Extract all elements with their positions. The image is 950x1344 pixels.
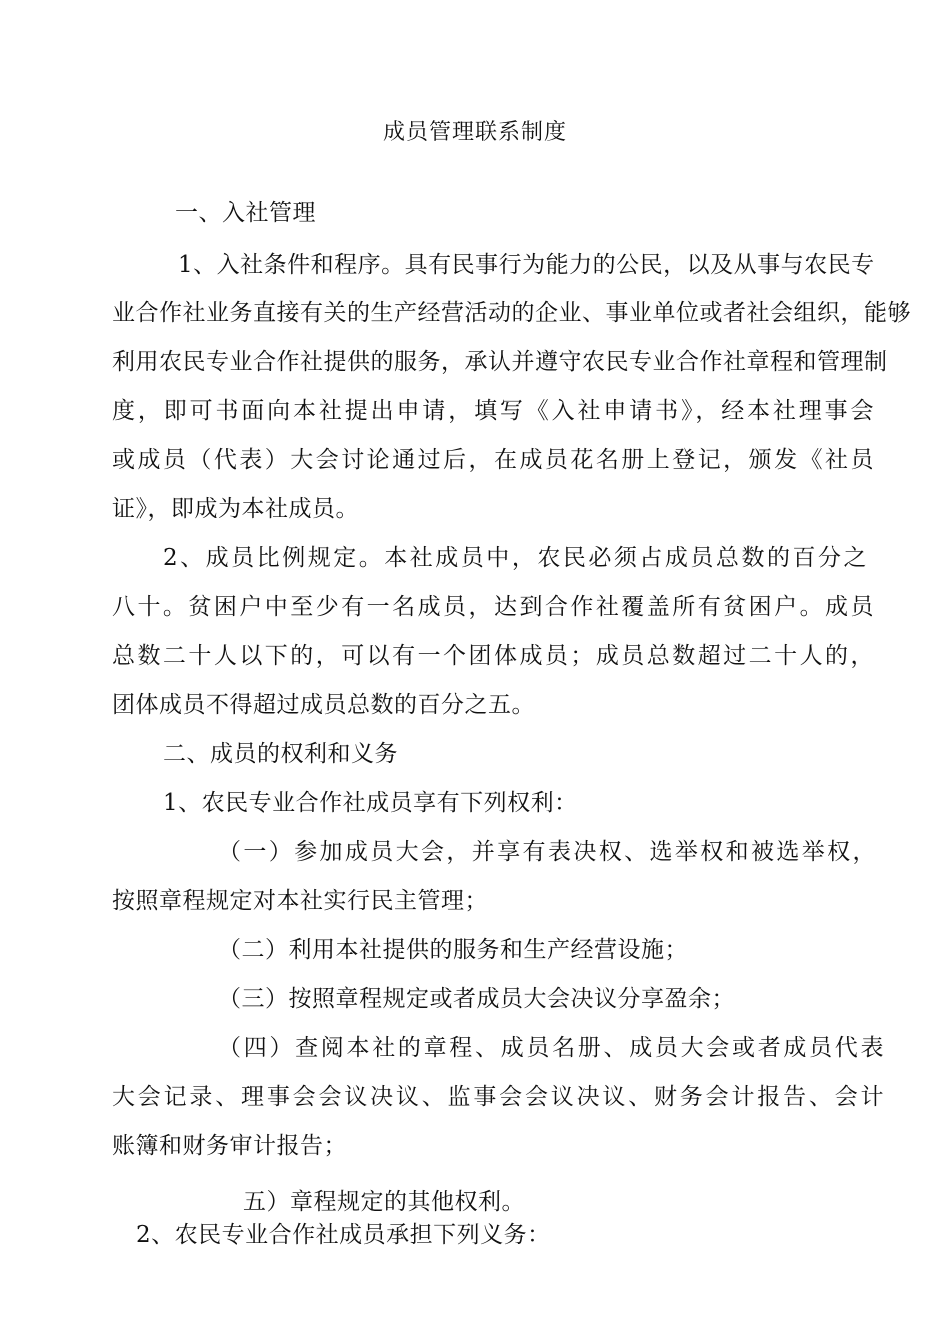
paragraph-line: 2、成员比例规定。本社成员中，农民必须占成员总数的百分之 [163,545,867,571]
list-item-line: 账簿和财务审计报告； [112,1133,347,1159]
paragraph-line: 1、农民专业合作社成员享有下列权利： [163,790,578,816]
paragraph-line: 2、农民专业合作社成员承担下列义务： [136,1222,551,1248]
paragraph-line: 度，即可书面向本社提出申请，填写《入社申请书》，经本社理事会 [112,398,874,424]
paragraph-line: 证》，即成为本社成员。 [112,496,359,522]
list-item-line: 五）章程规定的其他权利。 [243,1189,525,1215]
section-heading-membership: 一、入社管理 [175,200,316,226]
paragraph-line: 利用农民专业合作社提供的服务，承认并遵守农民专业合作社章程和管理制 [112,349,888,375]
section-heading-rights: 二、成员的权利和义务 [163,741,398,767]
paragraph-line: 1、入社条件和程序。具有民事行为能力的公民，以及从事与农民专 [178,252,875,278]
list-item-line: （一）参加成员大会，并享有表决权、选举权和被选举权， [218,839,876,865]
paragraph-line: 八十。贫困户中至少有一名成员，达到合作社覆盖所有贫困户。成员 [112,594,874,620]
list-item-line: 按照章程规定对本社实行民主管理； [112,888,488,914]
paragraph-line: 总数二十人以下的，可以有一个团体成员；成员总数超过二十人的， [112,643,874,669]
list-item-line: （四）查阅本社的章程、成员名册、成员大会或者成员代表 [218,1035,884,1061]
list-item-line: （二）利用本社提供的服务和生产经营设施； [218,937,688,963]
paragraph-line: 团体成员不得超过成员总数的百分之五。 [112,692,535,718]
paragraph-line: 或成员（代表）大会讨论通过后，在成员花名册上登记，颁发《社员 [112,447,874,473]
document-title: 成员管理联系制度 [382,120,567,145]
paragraph-line: 业合作社业务直接有关的生产经营活动的企业、事业单位或者社会组织，能够 [112,300,911,326]
list-item-line: （三）按照章程规定或者成员大会决议分享盈余； [218,986,735,1012]
list-item-line: 大会记录、理事会会议决议、监事会会议决议、财务会计报告、会计 [112,1084,884,1110]
